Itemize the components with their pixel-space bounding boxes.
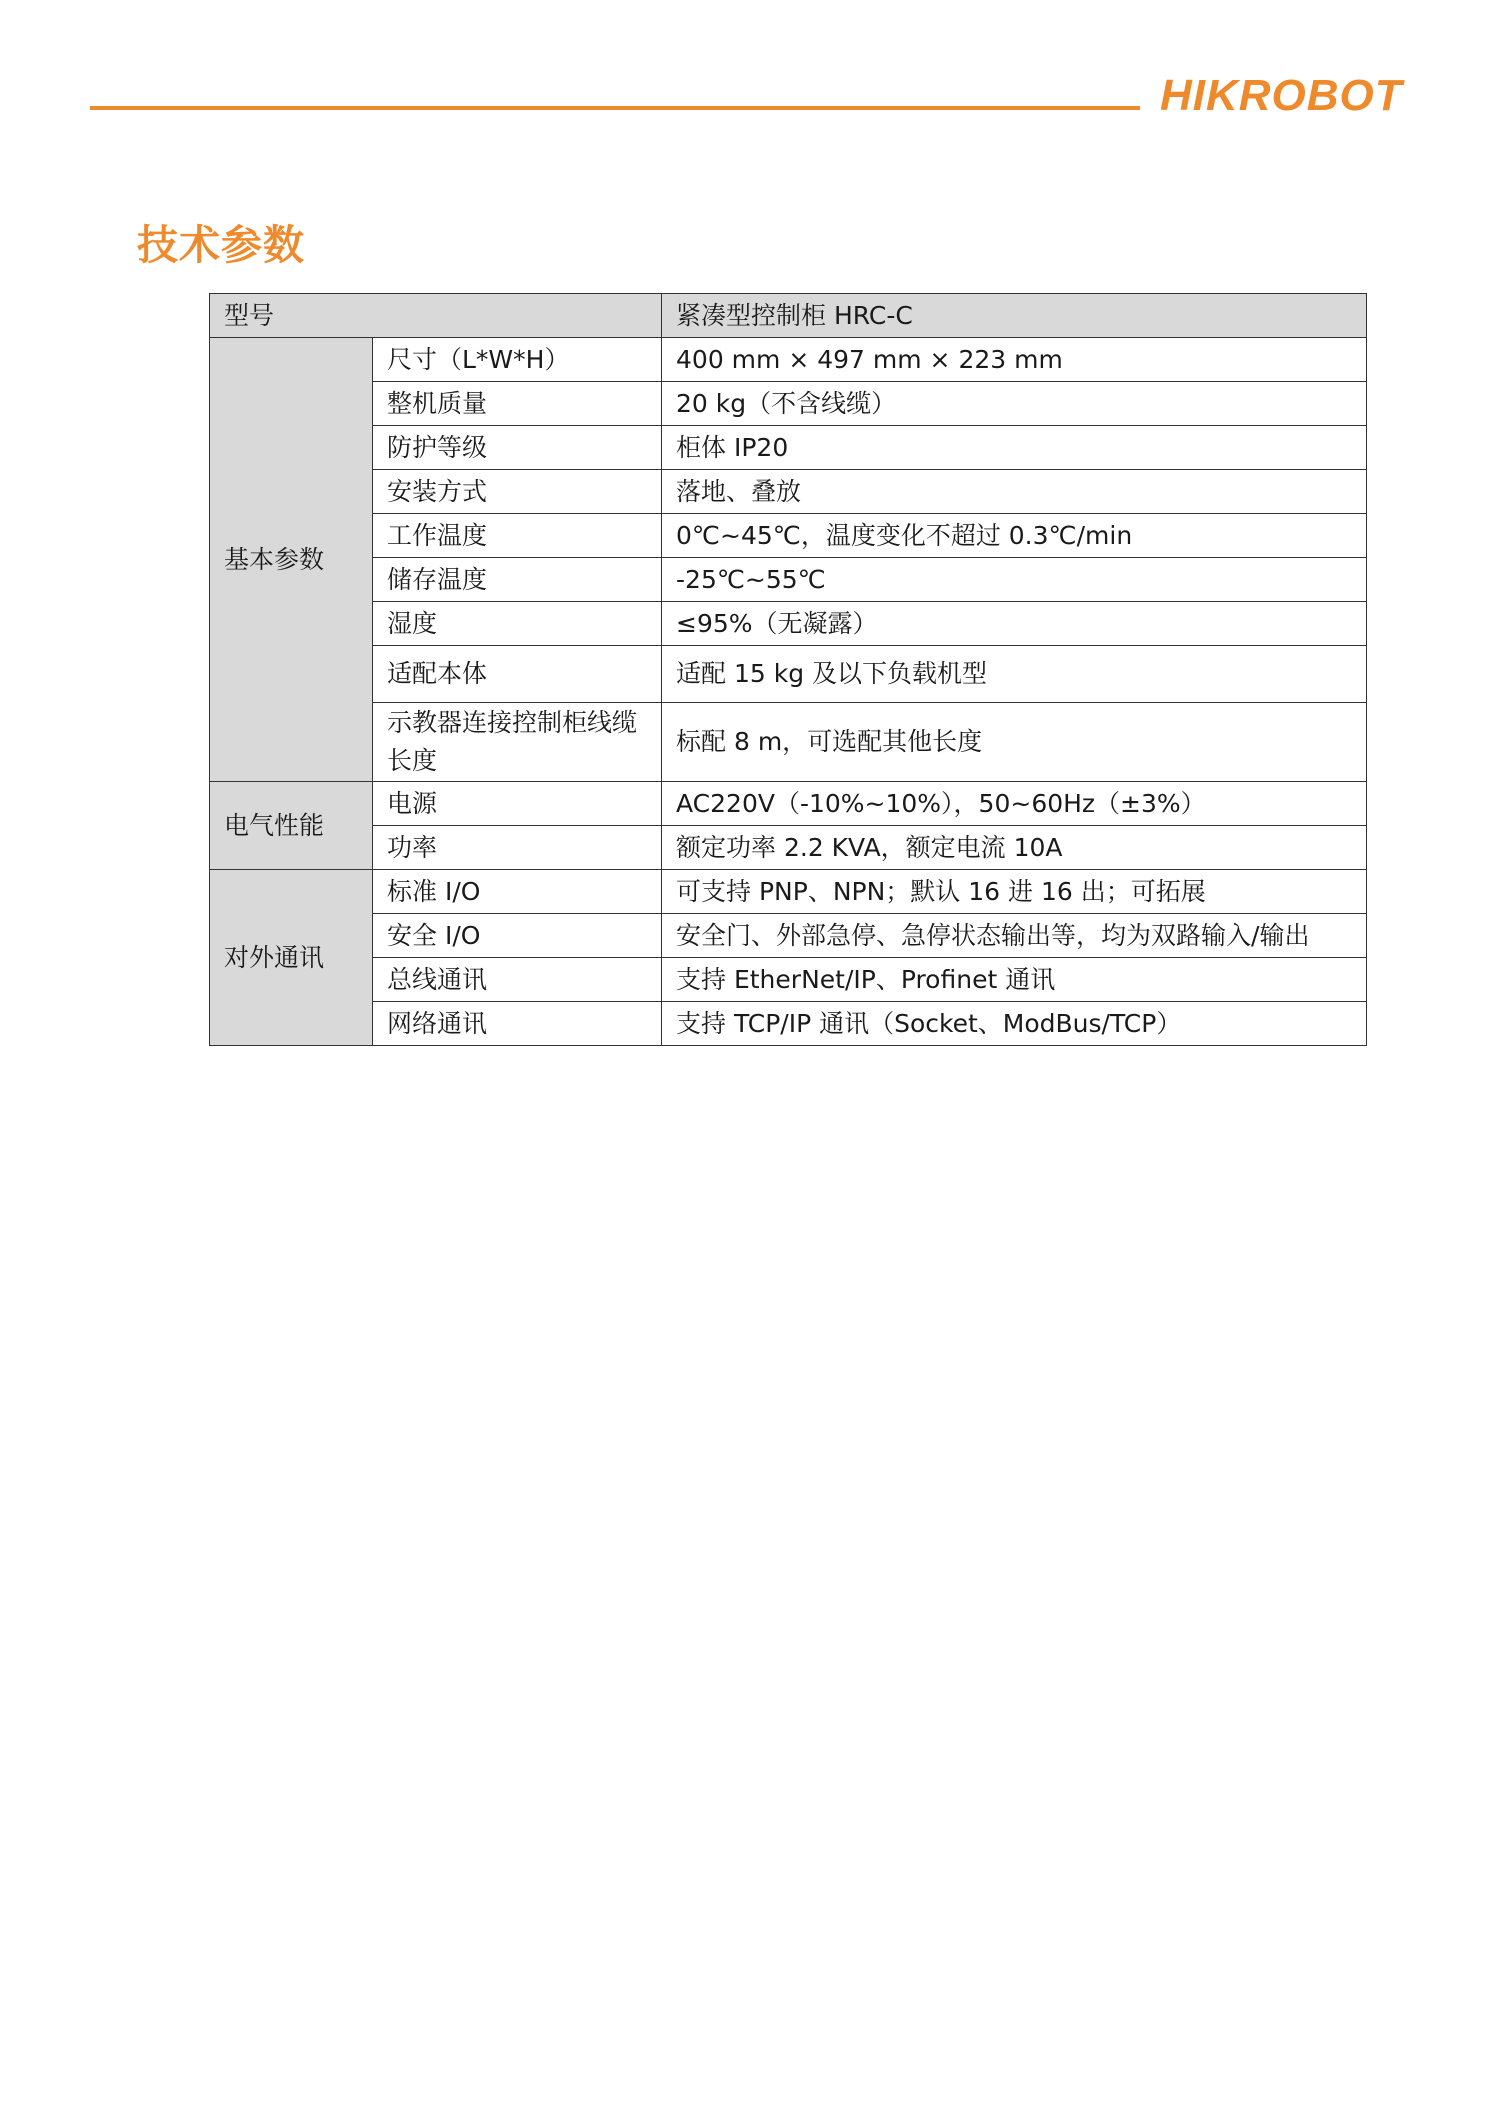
group-basic-params: 基本参数	[210, 338, 373, 782]
table-row	[210, 870, 1367, 914]
table-row	[210, 470, 1367, 514]
model-label: 型号	[210, 294, 662, 338]
header-divider	[90, 106, 1140, 110]
table-row	[210, 914, 1367, 958]
row-value: 额定功率 2.2 KVA，额定电流 10A	[662, 826, 1367, 870]
table-row	[210, 558, 1367, 602]
row-label: 储存温度	[373, 558, 662, 602]
row-value: 可支持 PNP、NPN；默认 16 进 16 出；可拓展	[662, 870, 1367, 914]
row-label: 安全 I/O	[373, 914, 662, 958]
row-label: 安装方式	[373, 470, 662, 514]
row-label: 示教器连接控制柜线缆长度	[373, 703, 662, 782]
group-communication: 对外通讯	[210, 870, 373, 1046]
row-value: 支持 TCP/IP 通讯（Socket、ModBus/TCP）	[662, 1002, 1367, 1046]
row-value: 400 mm × 497 mm × 223 mm	[662, 338, 1367, 382]
hikrobot-logo	[1158, 68, 1428, 118]
logo-text: HIKROBOT	[1160, 71, 1403, 118]
table-row	[210, 338, 1367, 382]
spec-table	[209, 293, 1367, 1046]
row-label: 标准 I/O	[373, 870, 662, 914]
row-value: 20 kg（不含线缆）	[662, 382, 1367, 426]
row-label: 功率	[373, 826, 662, 870]
table-row	[210, 703, 1367, 782]
row-value: ≤95%（无凝露）	[662, 602, 1367, 646]
table-header-row	[210, 294, 1367, 338]
row-value: 落地、叠放	[662, 470, 1367, 514]
row-label: 工作温度	[373, 514, 662, 558]
row-value: 安全门、外部急停、急停状态输出等，均为双路输入/输出	[662, 914, 1367, 958]
table-row	[210, 426, 1367, 470]
row-label: 尺寸（L*W*H）	[373, 338, 662, 382]
table-row	[210, 602, 1367, 646]
row-value: -25℃~55℃	[662, 558, 1367, 602]
row-label: 整机质量	[373, 382, 662, 426]
group-electrical: 电气性能	[210, 782, 373, 870]
row-label: 总线通讯	[373, 958, 662, 1002]
table-row	[210, 1002, 1367, 1046]
table-row	[210, 514, 1367, 558]
row-label: 网络通讯	[373, 1002, 662, 1046]
row-label: 适配本体	[373, 646, 662, 703]
table-row	[210, 782, 1367, 826]
row-label: 电源	[373, 782, 662, 826]
table-row	[210, 646, 1367, 703]
row-value: 适配 15 kg 及以下负载机型	[662, 646, 1367, 703]
table-row	[210, 958, 1367, 1002]
model-value: 紧凑型控制柜 HRC-C	[662, 294, 1367, 338]
section-title: 技术参数	[137, 221, 305, 269]
row-label: 湿度	[373, 602, 662, 646]
row-value: AC220V（-10%~10%），50~60Hz（±3%）	[662, 782, 1367, 826]
row-value: 支持 EtherNet/IP、Profinet 通讯	[662, 958, 1367, 1002]
row-label: 防护等级	[373, 426, 662, 470]
row-value: 0℃~45℃，温度变化不超过 0.3℃/min	[662, 514, 1367, 558]
row-value: 柜体 IP20	[662, 426, 1367, 470]
table-row	[210, 382, 1367, 426]
table-row	[210, 826, 1367, 870]
row-value: 标配 8 m，可选配其他长度	[662, 703, 1367, 782]
